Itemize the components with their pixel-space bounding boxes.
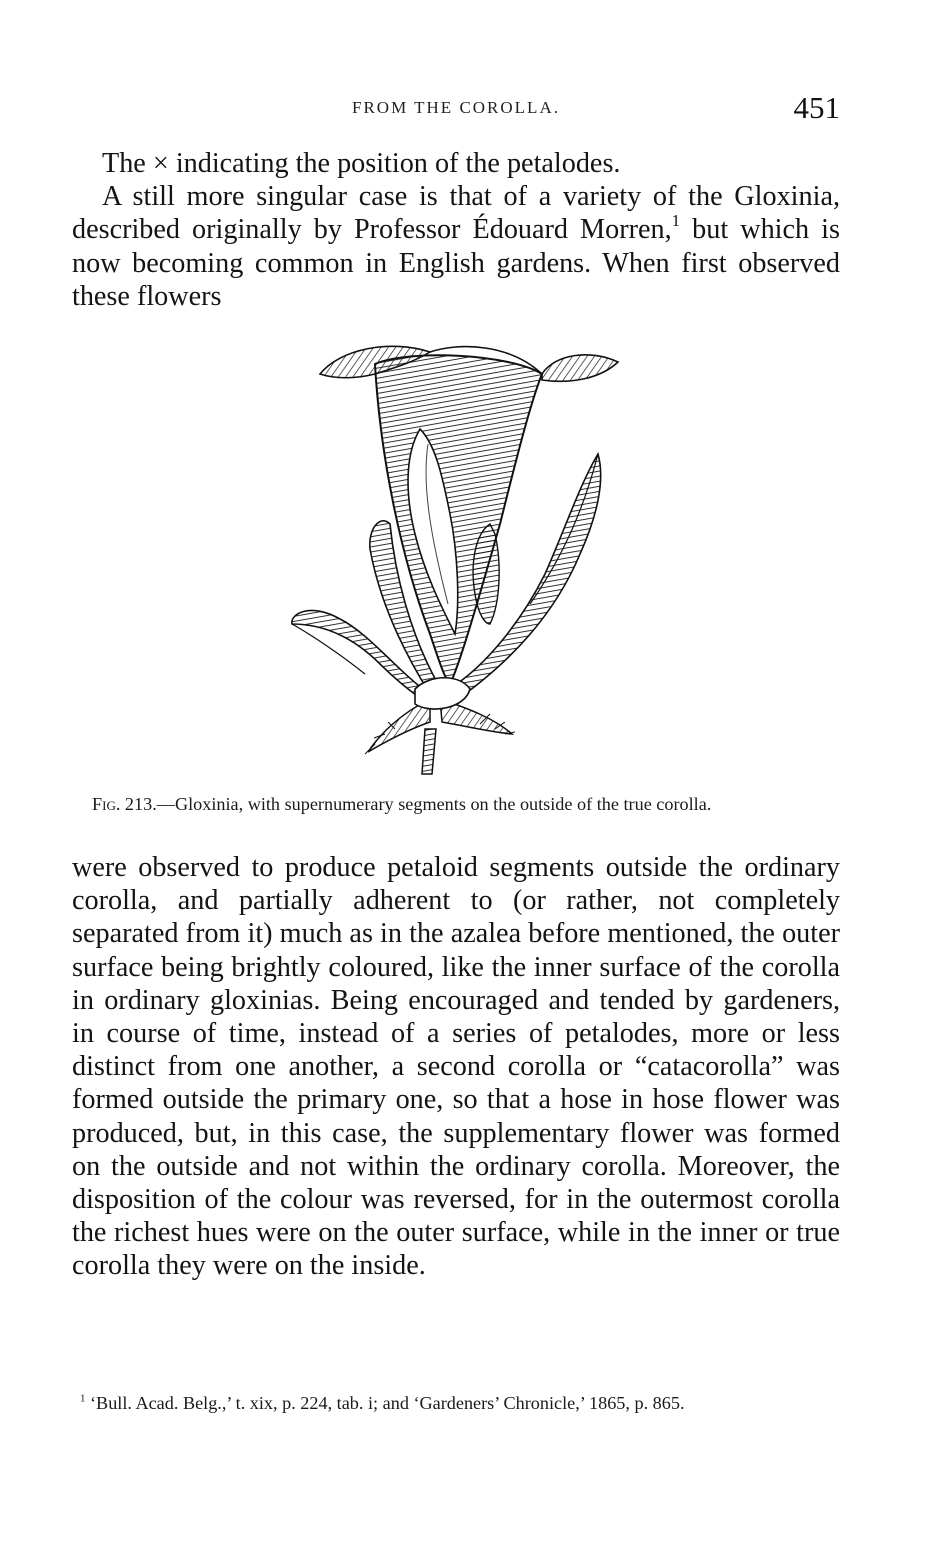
running-title: FROM THE COROLLA. <box>352 98 560 117</box>
figure-caption <box>72 794 840 815</box>
paragraph-petalodes-note: The × indicating the position of the petalodes. <box>102 148 621 179</box>
gloxinia-flower-engraving-icon <box>280 334 620 779</box>
page-number: 451 <box>793 90 840 125</box>
main-text <box>72 851 840 1283</box>
paragraph-gloxinia-intro-head: A still more singular case is that of a variety of the Gloxinia, described originally by Professor Édouard Morren, <box>72 181 840 246</box>
figure-gloxinia <box>280 334 620 779</box>
footnote <box>72 1393 840 1414</box>
running-head <box>72 92 840 126</box>
figure-caption-text: —Gloxinia, with supernumerary segments on the outside of the true corolla. <box>156 794 712 814</box>
footnote-marker: 1 <box>80 1392 86 1405</box>
paragraph-gloxinia-intro <box>72 180 840 313</box>
paragraph-catacorolla: were observed to produce petaloid segments outside the ordinary corolla, and partially adherent to (or rather, not completely separated from it) much as in the azalea before mentioned, the outer surface being brightly coloured, like the inner surface of the corolla in ordinary gloxinias. Being encouraged and tended by gardeners, in course of time, instead of a series of petalodes, more or less distinct from one another, a second corolla or “catacorolla” was formed outside the primary one, so that a hose in hose flower was produced, but, in this case, the supplementary flower was formed on the outside and not within the ordinary corolla. Moreover, the disposition of the colour was reversed, for in the outermost corolla the richest hues were on the outer surface, while in the inner or true corolla they were on the inside. <box>72 852 840 1282</box>
footnote-text: ‘Bull. Acad. Belg.,’ t. xix, p. 224, tab. i; and ‘Gardeners’ Chronicle,’ 1865, p. 865. <box>85 1393 685 1413</box>
opening-text <box>72 147 840 313</box>
footnote-reference: 1 <box>671 211 681 231</box>
figure-caption-label: Fig. 213. <box>92 794 157 814</box>
paragraph-gloxinia-intro-tail: but which is now becoming common in English gardens. When first observed these flowers <box>72 214 840 312</box>
